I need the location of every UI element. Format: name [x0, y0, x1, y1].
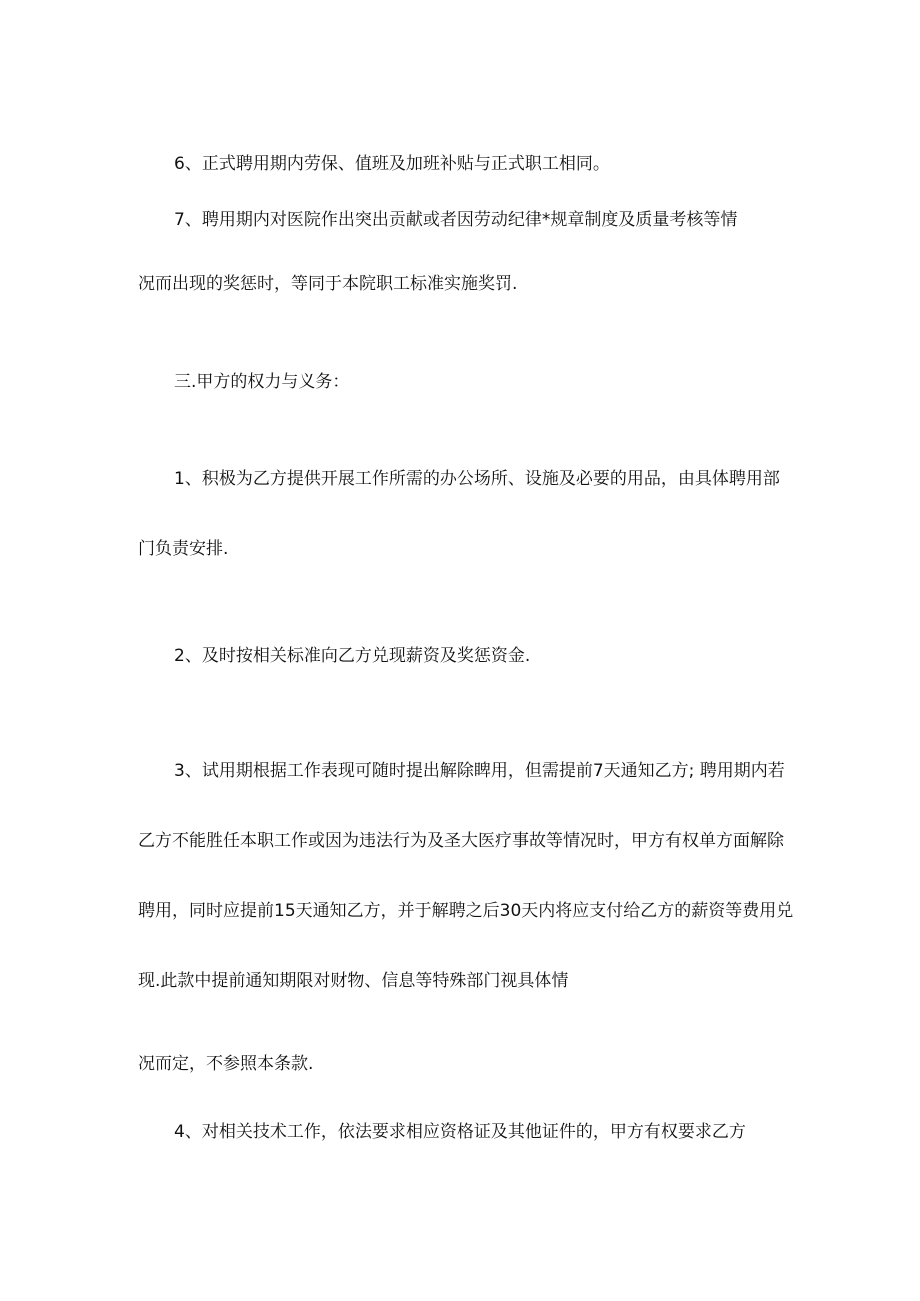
- paragraph-item-6: 6、正式聘用期内劳保、值班及加班补贴与正式职工相同。: [174, 154, 610, 174]
- paragraph-item-3-cont-2: 聘用，同时应提前15天通知乙方，并于解聘之后30天内将应支付给乙方的薪资等费用兑: [138, 901, 794, 921]
- section-heading-3: 三.甲方的权力与义务：: [174, 372, 350, 392]
- paragraph-item-3-cont-1: 乙方不能胜任本职工作或因为违法行为及圣大医疗事故等情况时，甲方有权单方面解除: [138, 831, 784, 851]
- paragraph-item-1-cont: 门负责安排.: [138, 539, 229, 559]
- paragraph-item-3-cont-4: 况而定，不参照本条款.: [138, 1054, 314, 1074]
- paragraph-item-1: 1、积极为乙方提供开展工作所需的办公场所、设施及必要的用品，由具体聘用部: [174, 469, 780, 489]
- paragraph-item-3: 3、试用期根据工作表现可随时提出解除睥用，但需提前7天通知乙方; 聘用期内若: [174, 761, 785, 781]
- paragraph-item-3-cont-3: 现.此款中提前通知期限对财物、信息等特殊部门视具体情: [138, 971, 569, 991]
- paragraph-item-7-cont: 况而出现的奖惩时，等同于本院职工标准实施奖罚.: [138, 274, 518, 294]
- paragraph-item-4: 4、对相关技术工作，依法要求相应资格证及其他证件的，甲方有权要求乙方: [174, 1122, 746, 1142]
- paragraph-item-7: 7、聘用期内对医院作出突出贡献或者因劳动纪律*规章制度及质量考核等情: [174, 210, 738, 230]
- paragraph-item-2: 2、及时按相关标准向乙方兑现薪资及奖惩资金.: [174, 646, 531, 666]
